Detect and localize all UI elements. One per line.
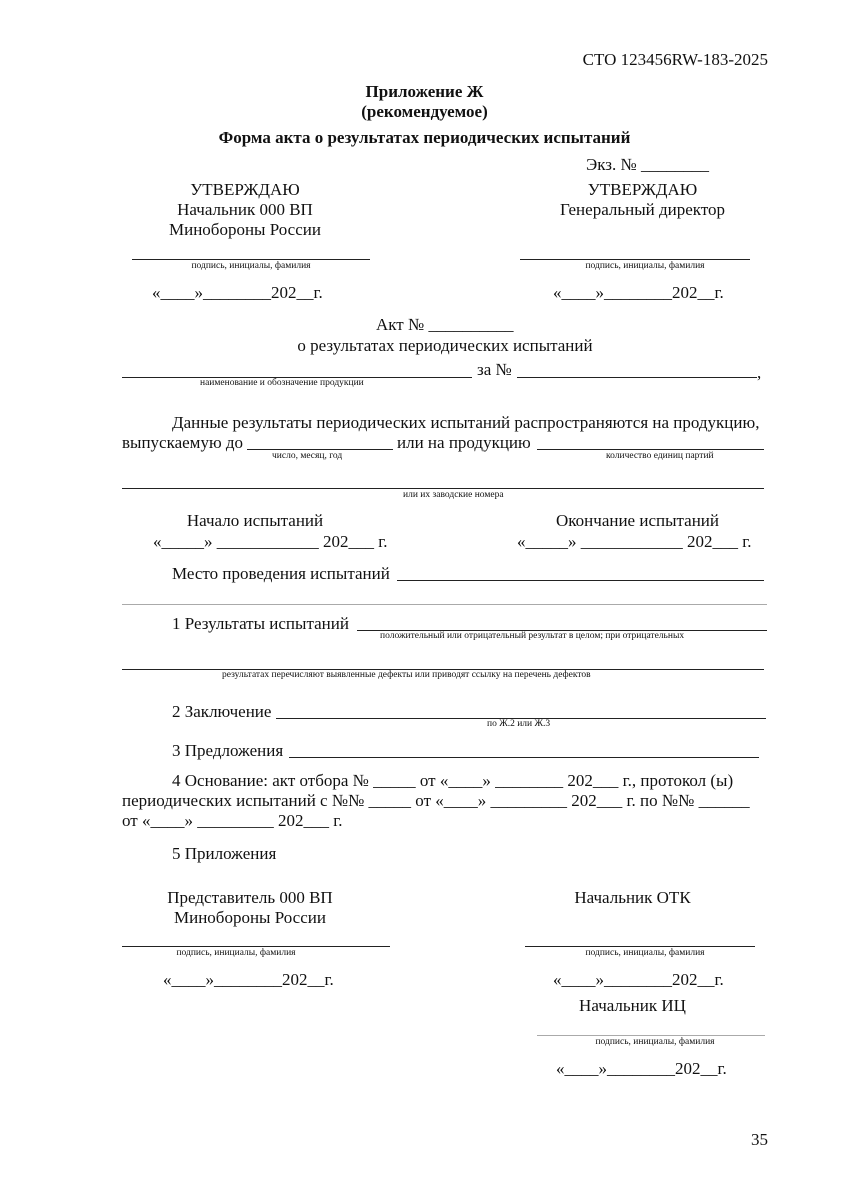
page-number: 35 [751,1130,768,1149]
otk-title: Начальник ОТК [574,888,691,907]
appendix-status: (рекомендуемое) [361,102,488,121]
serial-numbers-line [122,488,764,489]
ic-title: Начальник ИЦ [579,996,686,1015]
ic-date: «____»________202__г. [556,1059,727,1078]
results-caption-1: положительный или отрицательный результат в целом; при отрицательных [380,631,685,641]
approve-left-date: «____»________202__г. [152,283,323,302]
results-label: 1 Результаты испытаний [172,614,349,633]
approve-right-signature-line [520,259,750,260]
act-subtitle: о результатах периодических испытаний [297,336,593,355]
otk-date: «____»________202__г. [553,970,724,989]
approve-right-date: «____»________202__г. [553,283,724,302]
ic-signature-line [537,1035,765,1036]
otk-signature-line [525,946,755,947]
annexes-label: 5 Приложения [172,844,277,863]
rep-signature-caption: подпись, инициалы, фамилия [176,948,296,958]
rep-title-line-2: Минобороны России [174,908,326,927]
test-end-date: «_____» ____________ 202___ г. [517,532,752,551]
paragraph-1-or-product: или на продукцию [397,433,531,452]
test-start-date: «_____» ____________ 202___ г. [153,532,388,551]
test-end-label: Окончание испытаний [556,511,719,530]
basis-line-1: 4 Основание: акт отбора № _____ от «____» ________ 202___ г., протокол (ы) [172,771,734,790]
act-number: Акт № __________ [376,315,514,334]
rep-signature-line [122,946,390,947]
issued-date-line [247,449,393,450]
quantity-caption: количество единиц партий [606,451,714,461]
ic-signature-caption: подпись, инициалы, фамилия [595,1037,715,1047]
approve-right-position: Генеральный директор [559,200,726,219]
proposals-label: 3 Предложения [172,741,284,760]
basis-line-3: от «____» _________ 202___ г. [122,811,343,830]
product-number-line [517,377,757,378]
rep-date: «____»________202__г. [163,970,334,989]
act-for-number: за № [477,360,512,379]
document-code: СТО 123456RW-183-2025 [582,50,768,69]
approve-right-signature-caption: подпись, инициалы, фамилия [585,261,705,271]
section-divider [122,604,767,605]
copy-number: Экз. № ________ [586,155,709,174]
otk-signature-caption: подпись, инициалы, фамилия [585,948,705,958]
act-comma: , [757,363,762,382]
conclusion-caption: по Ж.2 или Ж.3 [487,719,551,729]
approve-left-word: УТВЕРЖДАЮ [190,180,300,199]
approve-left-org: Минобороны России [169,220,321,239]
approve-left-position: Начальник 000 ВП [177,200,313,219]
product-name-caption: наименование и обозначение продукции [200,378,364,388]
date-caption: число, месяц, год [272,451,343,461]
appendix-title: Приложение Ж [365,82,484,101]
test-place-label: Место проведения испытаний [172,564,390,583]
conclusion-label: 2 Заключение [172,702,272,721]
results-caption-2: результатах перечисляют выявленные дефекты или приводят ссылку на перечень дефектов [222,670,591,680]
serial-numbers-caption: или их заводские номера [403,490,504,500]
product-quantity-line [537,449,764,450]
approve-left-signature-line [132,259,370,260]
rep-title-line-1: Представитель 000 ВП [167,888,333,907]
paragraph-1-line-1: Данные результаты периодических испытаний распространяются на продукцию, [172,413,760,432]
approve-left-signature-caption: подпись, инициалы, фамилия [191,261,311,271]
approve-right-word: УТВЕРЖДАЮ [587,180,698,199]
paragraph-1-issued-until: выпускаемую до [122,433,244,452]
basis-line-2: периодических испытаний с №№ _____ от «____» _________ 202___ г. по №№ ______ [122,791,750,810]
form-title: Форма акта о результатах периодических испытаний [218,128,631,147]
test-place-line [397,580,764,581]
test-start-label: Начало испытаний [186,511,324,530]
proposals-line [289,757,759,758]
